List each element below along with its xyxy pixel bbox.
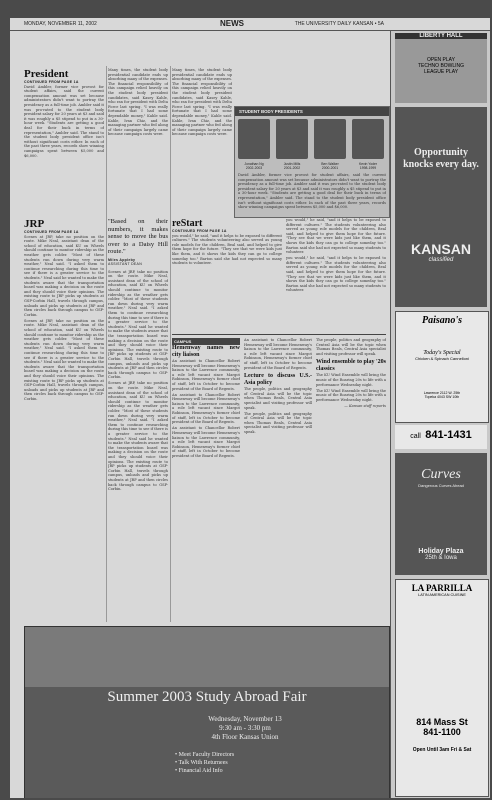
brief-headline-wind: Wind ensemble to play '20s classics [316, 359, 386, 373]
mugs-body: David Ambler, former vice provost for student affairs, said the current compensation amount was set because administrators didn't want to portray the presidency as a full-time job. Ambler said it was pro-rated to the student body president salary for 20 years at $3 and said it was roughly a $5 stipend to put in a 30-hour week. "Students are getting a good deal for their buck in terms of representation," Ambler said. The stand to the student body president office isn't without significant costs either. In each of the past three years, records show winning campaigns spent between $5,000 and $6,000. [238, 173, 386, 210]
restart-headline: reStart [172, 218, 203, 229]
mugs-title: STUDENT BODY PRESIDENTS [235, 107, 389, 116]
pull-quote: "Based on their numbers, it makes sense to move the bus over to a Daisy Hill route." [108, 218, 168, 255]
president-continued: CONTINUED FROM PAGE 1A [24, 80, 79, 84]
call-ad: call 841-1431 [395, 425, 487, 449]
president-photo [276, 119, 308, 159]
brief-headline-lecture: Lecture to discuss U.S.-Asia policy [244, 373, 312, 387]
president-caption: Jonathan Ng 2002-2003 [244, 162, 264, 170]
restart-body: you would," he said, "and it helps to be exposed to different cultures." The students volunteering also served as young role models for the children, Beal said, and helped to give them hope for the future. "They see that we were kids just like them, and it shows the kids they can go to college someday too." Barton said she had not expected so many students to volunteer. [172, 233, 282, 266]
campus-brief-lecture: An assistant to Chancellor Robert Hemenway will become Hemenway's liaison to the Lawrence community, a role left vacant since Margot Robinson, Hemenway's former chief of staff, left in October to become president of the Board of Regents. Lecture to discuss U.S.-Asia policy The people, politics and geography of Central Asia will be the topic when Thomas Beals, Central Asia specialist and visiting professor will speak. The people, politics and geography of Central Asia will be the topic when Thomas Beals, Central Asia specialist and visiting professor will speak. [244, 338, 312, 434]
pull-quote-name: Miles Appleby [108, 257, 136, 262]
jrp-story: JRP CONTINUED FROM PAGE 1A Scenes at JRP, take no position on the route. Mike Neal, assistant dean of the school of education, said KU on Wheels should continue to monitor ridership as the weather gets colder. "Most of these students run down during very warm weather," Neal said. "I asked them to continue researching during this time to see if there is a greater service to the students." Neal said he wanted to make the students aware that the transportation board was making a decision on the route and they should voice their opinions. The existing route to JRP picks up students at GSP-Corbin Hall, travels through campus, unloads and picks up students at JRP and then circles back through campus to GSP-Corbin. Scenes at JRP, take no position on the route. Mike Neal, assistant dean of the school of education, said KU on Wheels should continue to monitor ridership as the weather gets colder. "Most of these students run down during very warm weather," Neal said. "I asked them to continue researching during this time to see if there is a greater service to the students." Neal said he wanted to make the students aware that the transportation board was making a decision on the route and they should voice their opinions. The existing route to JRP picks up students at GSP-Corbin Hall, travels through campus, unloads and picks up students at JRP and then circles back through campus to GSP-Corbin. [24, 218, 104, 401]
president-headline: President [24, 68, 69, 80]
column-rule [170, 66, 171, 622]
jrp-headline: JRP [24, 218, 45, 230]
mid-story-body-cont: Many times, the student body presidential candidate ends up absorbing many of the expenses. The financial responsibility of this campaign relied heavily on the student body president candidates, said Kasey Kahle, who ran for president with Delta Force last spring. "I was really fortunate that I had some dependable money," Kahle said. Kahle, Ivan Chiz, and the managing partner who fed along of their campaign largely came because campaign costs were. [172, 68, 232, 137]
campus-brief-wind: The people, politics and geography of Central Asia will be the topic when Thomas Beals, Central Asia specialist and visiting professor will speak. Wind ensemble to play '20s classics The KU Wind Ensemble will bring the music of the Roaring 20s to life with a performance Wednesday night. The KU Wind Ensemble will bring the music of the Roaring 20s to life with a performance Wednesday night. — Kansan staff reports [316, 338, 386, 408]
header-date: MONDAY, NOVEMBER 11, 2002 [24, 21, 97, 27]
mid-story-col1 [108, 68, 168, 218]
column-rule [106, 66, 107, 622]
header-section: NEWS [220, 19, 244, 28]
president-story [24, 68, 104, 218]
mid-story-body: Many times, the student body presidential candidate ends up absorbing many of the expenses. The financial responsibility of this campaign relied heavily on the student body president candidates, said Kasey Kahle, who ran for president with Delta Force last spring. "I was really fortunate that I had some dependable money," Kahle said. Kahle, Ivan Chiz, and the managing partner who fed along of their campaign largely came because campaign costs were. [108, 68, 168, 137]
study-abroad-bullets: • Meet Faculty Directors • Talk With Returnees • Financial Aid Info [175, 752, 235, 774]
study-abroad-details: Wednesday, November 13 9:30 am - 3:30 pm 4th Floor Kansas Union [208, 715, 282, 741]
jrp-continued: CONTINUED FROM PAGE 1A [24, 230, 79, 234]
study-abroad-photo [25, 627, 389, 687]
restart-story-cont: you would," he said, "and it helps to be exposed to different cultures." The students volunteering also served as young role models for the children, Beal said, and helped to give them hope for the future. "They see that we were kids just like them, and it shows the kids they can go to college someday too." Barton said she had not expected so many students to volunteer. you would," he said, "and it helps to be exposed to different cultures." The students volunteering also served as young role models for the children, Beal said, and helped to give them hope for the future. "They see that we were kids just like them, and it shows the kids they can go to college someday too." Barton said she had not expected so many students to volunteer. [286, 218, 386, 293]
student-body-presidents-photos [234, 106, 390, 218]
jrp-quote-col: "Based on their numbers, it makes sense to move the bus over to a Daisy Hill route." Miles Appleby ASSISTANT DEAN Scenes at JRP, take no position on the route. Mike Neal, assistant dean of the school of education, said KU on Wheels should continue to monitor ridership as the weather gets colder. "Most of these students run down during very warm weather," Neal said. "I asked them to continue researching during this time to see if there is a greater service to the students." Neal said he wanted to make the students aware that the transportation board was making a decision on the route and they should voice their opinions. The existing route to JRP picks up students at GSP-Corbin Hall, travels through campus, unloads and picks up students at JRP and then circles back through campus to GSP-Corbin. Scenes at JRP, take no position on the route. Mike Neal, assistant dean of the school of education, said KU on Wheels should continue to monitor ridership as the weather gets colder. "Most of these students run down during very warm weather," Neal said. "I asked them to continue researching during this time to see if there is a greater service to the students." Neal said he wanted to make the students aware that the transportation board was making a decision on the route and they should voice their opinions. The existing route to JRP picks up students at GSP-Corbin Hall, travels through campus, unloads and picks up students at JRP and then circles back through campus to GSP-Corbin. [108, 218, 168, 492]
page-header [10, 18, 490, 31]
campus-tag: CAMPUS [172, 338, 240, 345]
paisanos-ad: Paisano's Today's Special Chicken & Spinach Cannelloni Lawrence 2112 W. 25th Topeka 4043 SW 10th [395, 311, 489, 423]
study-abroad-title: Summer 2003 Study Abroad Fair [107, 689, 307, 705]
president-caption: Ben Walker 2000-2001 [321, 162, 339, 170]
mid-story-col2 [172, 68, 232, 218]
study-abroad-ad [24, 626, 390, 798]
brief-credit: — Kansan staff reports [344, 403, 386, 408]
president-caption: Justin Mills 2001-2002 [283, 162, 301, 170]
president-caption: Kevin Yoder 1998-1999 [358, 162, 378, 170]
pull-quote-title: ASSISTANT DEAN [108, 262, 143, 267]
header-paper-name: THE UNIVERSITY DAILY KANSAN • 5A [294, 21, 384, 27]
ad-sidebar [390, 31, 490, 798]
president-photo [352, 119, 384, 159]
campus-brief-liaison: CAMPUS Hemenway names new city liaison An assistant to Chancellor Robert Hemenway will become Hemenway's liaison to the Lawrence community, a role left vacant since Margot Robinson, Hemenway's former chief of staff, left in October to become president of the Board of Regents. An assistant to Chancellor Robert Hemenway will become Hemenway's liaison to the Lawrence community, a role left vacant since Margot Robinson, Hemenway's former chief of staff, left in October to become president of the Board of Regents. An assistant to Chancellor Robert Hemenway will become Hemenway's liaison to the Lawrence community, a role left vacant since Margot Robinson, Hemenway's former chief of staff, left in October to become president of the Board of Regents. [172, 339, 240, 458]
newspaper-page [10, 18, 490, 798]
jrp-body: Scenes at JRP, take no position on the route. Mike Neal, assistant dean of the school of education, said KU on Wheels should continue to monitor ridership as the weather gets colder. "Most of these students run down during very warm weather," Neal said. "I asked them to continue researching during this time to see if there is a greater service to the students." Neal said he wanted to make the students aware that the transportation board was making a decision on the route and they should voice their opinions. The existing route to JRP picks up students at GSP-Corbin Hall, travels through campus, unloads and picks up students at JRP and then circles back through campus to GSP-Corbin. [24, 234, 104, 317]
liberty-hall-ad: LIBERTY HALL OPEN PLAY TECHNO BOWLING LEAGUE PLAY [395, 33, 487, 103]
restart-continued: CONTINUED FROM PAGE 1A [172, 229, 227, 233]
campus-rule [172, 334, 386, 335]
restart-story [172, 218, 282, 330]
brief-headline-liaison: Hemenway names new city liaison [172, 345, 240, 358]
kansan-classified-ad: Opportunity knocks every day. KANSAN classified [395, 107, 487, 307]
la-parrilla-ad: LA PARRILLA LATIN AMERICAN CUISINE 814 Mass St 841-1100 Open Until 3am Fri & Sat [395, 579, 489, 797]
president-photo [238, 119, 270, 159]
president-body: David Ambler, former vice provost for student affairs, said the current compensation amount was set because administrators didn't want to portray the presidency as a full-time job. Ambler said it was pro-rated to the student body president salary for 20 years at $3 and said it was roughly a $5 stipend to put in a 30-hour week. "Students are getting a good deal for their buck in terms of representation," Ambler said. The stand to the student body president office isn't without significant costs either. In each of the past three years, records show winning campaigns spent between $5,000 and $6,000. [24, 84, 104, 158]
curves-ad: Curves Dangerous Curves Ahead Holiday Plaza 25th & Iowa [395, 453, 487, 575]
president-photo [314, 119, 346, 159]
